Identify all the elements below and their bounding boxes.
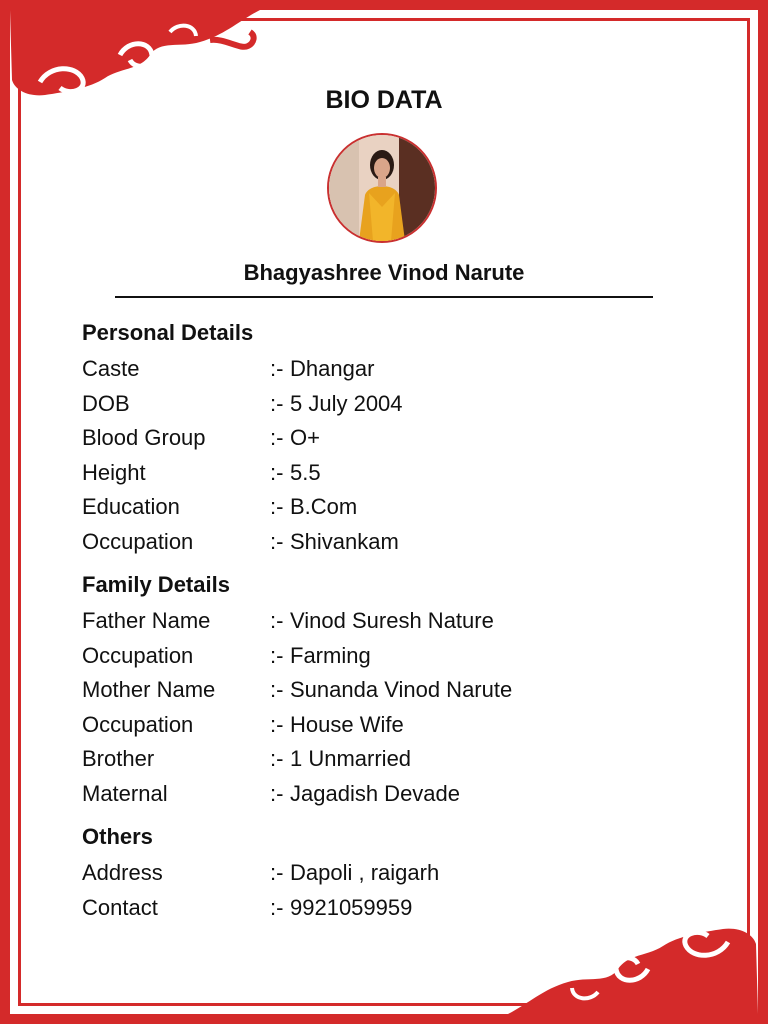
detail-label: Contact	[82, 894, 158, 920]
detail-row-mother-name	[82, 673, 702, 708]
detail-value: Shivankam	[290, 528, 399, 554]
page-title: BIO DATA	[325, 86, 443, 114]
detail-value: Sunanda Vinod Narute	[290, 677, 513, 702]
detail-value: O+	[290, 425, 320, 450]
detail-label: Occupation	[82, 711, 194, 737]
detail-row-maternal	[82, 777, 702, 812]
detail-value: Dapoli , raigarh	[290, 860, 440, 885]
section-title: Personal Details	[82, 320, 254, 345]
detail-value: Dhangar	[290, 356, 375, 381]
detail-label: Brother	[82, 746, 155, 771]
detail-value: Farming	[290, 642, 371, 668]
section-title: Others	[82, 824, 153, 849]
detail-separator: :-	[270, 459, 284, 485]
detail-row-father-name	[82, 604, 702, 639]
detail-row-occupation	[82, 525, 702, 560]
detail-separator: :-	[270, 642, 284, 668]
detail-value: Vinod Suresh Nature	[290, 608, 494, 633]
detail-separator: :-	[270, 780, 284, 806]
detail-label: Occupation	[82, 642, 194, 668]
section-family-details	[82, 570, 702, 811]
detail-label: Height	[82, 459, 146, 485]
detail-row-mother-occupation	[82, 708, 702, 743]
detail-label: Mother Name	[82, 677, 216, 702]
detail-label: Address	[82, 860, 163, 885]
detail-label: DOB	[82, 390, 130, 416]
detail-value: 1 Unmarried	[290, 746, 412, 771]
detail-value: 5 July 2004	[290, 390, 403, 416]
detail-value: 5.5	[290, 459, 321, 485]
detail-row-blood-group	[82, 421, 702, 456]
detail-separator: :-	[270, 356, 284, 381]
detail-separator: :-	[270, 860, 284, 885]
detail-row-father-occupation	[82, 639, 702, 674]
detail-separator: :-	[270, 894, 284, 920]
person-photo-icon	[329, 135, 435, 241]
section-title: Family Details	[82, 572, 230, 597]
profile-photo	[327, 133, 437, 243]
details-content	[82, 318, 702, 936]
detail-value: Jagadish Devade	[290, 780, 461, 806]
detail-value: B.Com	[290, 494, 358, 519]
corner-ornament-bottom-right	[508, 924, 758, 1014]
detail-label: Blood Group	[82, 425, 206, 450]
detail-row-contact	[82, 891, 702, 926]
detail-separator: :-	[270, 494, 284, 519]
detail-row-caste	[82, 352, 702, 387]
detail-row-dob	[82, 387, 702, 422]
detail-label: Occupation	[82, 528, 194, 554]
detail-row-education	[82, 490, 702, 525]
detail-label: Father Name	[82, 608, 211, 633]
section-personal-details	[82, 318, 702, 559]
detail-value: House Wife	[290, 711, 404, 737]
detail-row-brother	[82, 742, 702, 777]
detail-separator: :-	[270, 746, 284, 771]
detail-label: Maternal	[82, 780, 168, 806]
detail-value: 9921059959	[290, 894, 413, 920]
detail-row-address	[82, 856, 702, 891]
detail-separator: :-	[270, 425, 284, 450]
detail-row-height	[82, 456, 702, 491]
name-divider	[115, 296, 653, 298]
detail-separator: :-	[270, 608, 284, 633]
detail-separator: :-	[270, 677, 284, 702]
detail-separator: :-	[270, 711, 284, 737]
detail-label: Caste	[82, 356, 140, 381]
detail-separator: :-	[270, 528, 284, 554]
detail-label: Education	[82, 494, 180, 519]
section-others	[82, 822, 702, 925]
detail-separator: :-	[270, 390, 284, 416]
person-name: Bhagyashree Vinod Narute	[243, 260, 525, 285]
